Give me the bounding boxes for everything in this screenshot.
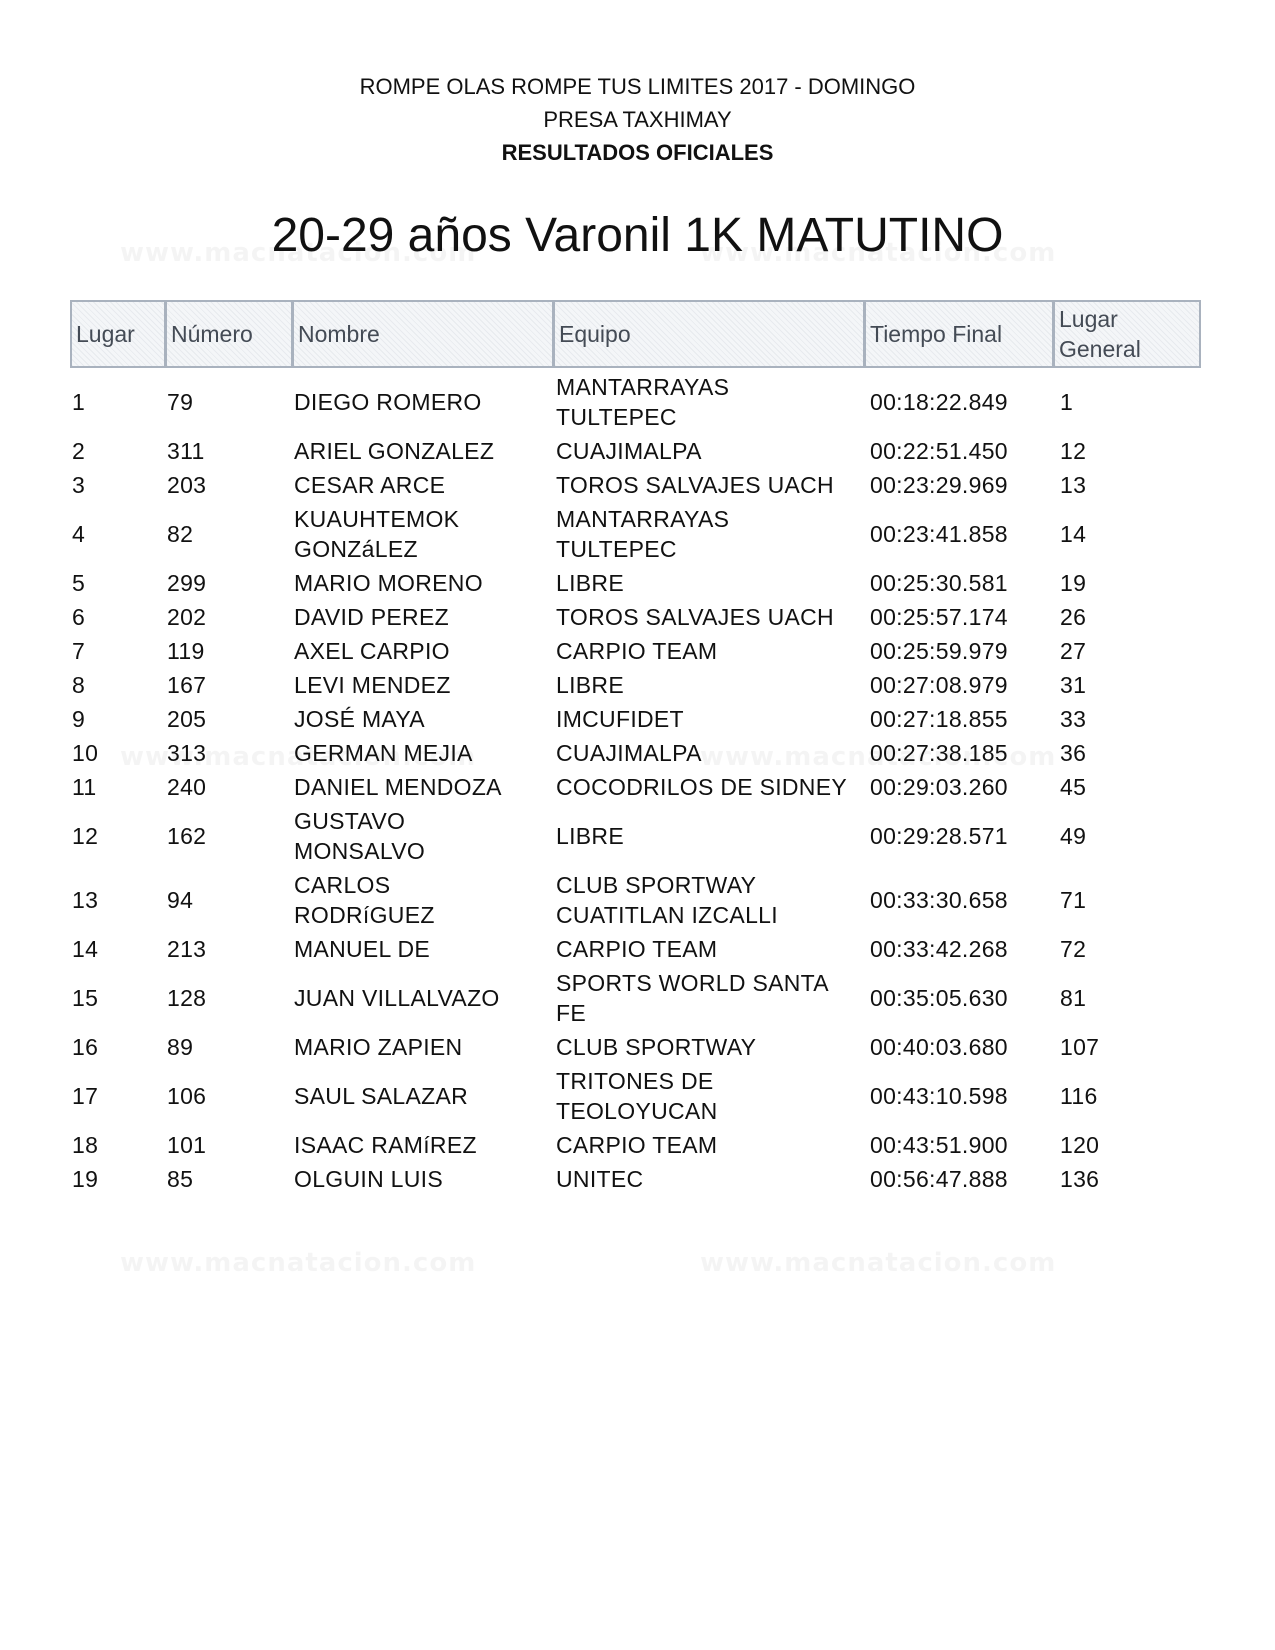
cell-lugar-general: 36 (1060, 740, 1087, 766)
cell-equipo: IMCUFIDET (556, 706, 684, 732)
table-row (70, 668, 1210, 702)
cell-tiempo: 00:23:29.969 (870, 472, 1008, 498)
cell-tiempo: 00:27:38.185 (870, 740, 1008, 766)
cell-lugar-general: 72 (1060, 936, 1087, 962)
cell-tiempo: 00:33:30.658 (870, 887, 1008, 913)
cell-tiempo: 00:35:05.630 (870, 985, 1008, 1011)
cell-tiempo: 00:25:59.979 (870, 638, 1008, 664)
table-row (70, 1030, 1210, 1064)
cell-equipo: MANTARRAYAS TULTEPEC (556, 374, 730, 430)
cell-tiempo: 00:27:18.855 (870, 706, 1008, 732)
cell-numero: 202 (167, 604, 207, 630)
col-header-nombre-label: Nombre (298, 321, 380, 347)
cell-equipo: CUAJIMALPA (556, 438, 702, 464)
cell-lugar: 14 (72, 936, 99, 962)
cell-nombre: MARIO MORENO (294, 570, 483, 596)
cell-numero: 128 (167, 985, 207, 1011)
watermark (120, 1248, 476, 1278)
cell-numero: 101 (167, 1132, 207, 1158)
cell-numero: 213 (167, 936, 207, 962)
cell-nombre: KUAUHTEMOK GONZáLEZ (294, 506, 460, 562)
cell-numero: 85 (167, 1166, 194, 1192)
cell-lugar-general: 116 (1060, 1083, 1098, 1109)
cell-lugar-general: 107 (1060, 1034, 1100, 1060)
col-header-equipo (553, 300, 865, 368)
cell-tiempo: 00:22:51.450 (870, 438, 1008, 464)
col-header-numero (165, 300, 293, 368)
cell-lugar-general: 27 (1060, 638, 1087, 664)
col-header-lugar (70, 300, 166, 368)
event-venue: PRESA TAXHIMAY (543, 107, 732, 132)
cell-lugar: 4 (72, 521, 86, 547)
cell-nombre: DIEGO ROMERO (294, 389, 482, 415)
table-row (70, 468, 1210, 502)
cell-lugar: 19 (72, 1166, 99, 1192)
cell-lugar-general: 1 (1060, 389, 1074, 415)
cell-lugar-general: 81 (1060, 985, 1087, 1011)
cell-lugar: 15 (72, 985, 99, 1011)
cell-equipo: SPORTS WORLD SANTA FE (556, 970, 828, 1026)
cell-lugar-general: 12 (1060, 438, 1087, 464)
col-header-lugar-general (1053, 300, 1201, 368)
cell-lugar: 12 (72, 823, 99, 849)
cell-equipo: TRITONES DE TEOLOYUCAN (556, 1068, 718, 1124)
table-row (70, 634, 1210, 668)
cell-numero: 203 (167, 472, 207, 498)
cell-nombre: GERMAN MEJIA (294, 740, 473, 766)
table-row (70, 702, 1210, 736)
cell-equipo: LIBRE (556, 672, 624, 698)
table-row (70, 804, 1210, 868)
table-row (70, 566, 1210, 600)
cell-lugar: 18 (72, 1132, 99, 1158)
cell-lugar: 10 (72, 740, 99, 766)
col-header-tiempo-final (864, 300, 1054, 368)
cell-numero: 106 (167, 1083, 207, 1109)
cell-lugar: 3 (72, 472, 86, 498)
cell-nombre: CARLOS RODRíGUEZ (294, 872, 435, 928)
cell-lugar-general: 31 (1060, 672, 1087, 698)
cell-equipo: CARPIO TEAM (556, 638, 718, 664)
cell-lugar-general: 136 (1060, 1166, 1100, 1192)
cell-tiempo: 00:56:47.888 (870, 1166, 1008, 1192)
cell-nombre: CESAR ARCE (294, 472, 446, 498)
cell-lugar: 2 (72, 438, 86, 464)
col-header-numero-label: Número (171, 321, 253, 347)
col-header-tiempo-final-label: Tiempo Final (870, 321, 1003, 347)
cell-equipo: COCODRILOS DE SIDNEY (556, 774, 847, 800)
cell-lugar: 9 (72, 706, 86, 732)
cell-lugar: 13 (72, 887, 99, 913)
cell-numero: 299 (167, 570, 207, 596)
cell-numero: 167 (167, 672, 207, 698)
cell-tiempo: 00:25:57.174 (870, 604, 1008, 630)
cell-numero: 311 (167, 438, 205, 464)
cell-equipo: UNITEC (556, 1166, 644, 1192)
cell-lugar-general: 13 (1060, 472, 1087, 498)
col-header-lugar-label: Lugar (76, 321, 135, 347)
cell-lugar: 1 (72, 389, 86, 415)
cell-nombre: JOSÉ MAYA (294, 706, 425, 732)
cell-nombre: MANUEL DE (294, 936, 431, 962)
cell-equipo: CARPIO TEAM (556, 936, 718, 962)
table-row (70, 502, 1210, 566)
cell-tiempo: 00:40:03.680 (870, 1034, 1008, 1060)
table-row (70, 770, 1210, 804)
cell-nombre: GUSTAVO MONSALVO (294, 808, 426, 864)
table-row (70, 1064, 1210, 1128)
cell-lugar-general: 71 (1060, 887, 1087, 913)
cell-numero: 119 (167, 638, 205, 664)
cell-nombre: AXEL CARPIO (294, 638, 450, 664)
cell-tiempo: 00:23:41.858 (870, 521, 1008, 547)
cell-nombre: DANIEL MENDOZA (294, 774, 502, 800)
cell-nombre: SAUL SALAZAR (294, 1083, 469, 1109)
cell-equipo: CLUB SPORTWAY (556, 1034, 757, 1060)
cell-nombre: LEVI MENDEZ (294, 672, 451, 698)
cell-equipo: LIBRE (556, 570, 624, 596)
results-heading: RESULTADOS OFICIALES (501, 140, 774, 165)
cell-equipo: CUAJIMALPA (556, 740, 702, 766)
cell-lugar: 8 (72, 672, 86, 698)
cell-nombre: DAVID PEREZ (294, 604, 449, 630)
cell-tiempo: 00:33:42.268 (870, 936, 1008, 962)
cell-nombre: ISAAC RAMíREZ (294, 1132, 477, 1158)
cell-lugar: 6 (72, 604, 86, 630)
cell-nombre: JUAN VILLALVAZO (294, 985, 500, 1011)
cell-lugar-general: 26 (1060, 604, 1087, 630)
cell-numero: 82 (167, 521, 194, 547)
cell-numero: 94 (167, 887, 194, 913)
table-row (70, 600, 1210, 634)
table-row (70, 370, 1210, 434)
cell-nombre: MARIO ZAPIEN (294, 1034, 463, 1060)
col-header-nombre (292, 300, 554, 368)
table-row (70, 1128, 1210, 1162)
cell-lugar-general: 49 (1060, 823, 1087, 849)
cell-lugar: 5 (72, 570, 86, 596)
cell-lugar-general: 120 (1060, 1132, 1100, 1158)
table-row (70, 868, 1210, 932)
cell-tiempo: 00:27:08.979 (870, 672, 1008, 698)
cell-lugar: 7 (72, 638, 86, 664)
cell-equipo: TOROS SALVAJES UACH (556, 472, 834, 498)
cell-equipo: LIBRE (556, 823, 624, 849)
col-header-equipo-label: Equipo (559, 321, 631, 347)
table-row (70, 736, 1210, 770)
cell-lugar-general: 19 (1060, 570, 1087, 596)
cell-tiempo: 00:43:51.900 (870, 1132, 1008, 1158)
cell-numero: 162 (167, 823, 207, 849)
cell-nombre: OLGUIN LUIS (294, 1166, 444, 1192)
cell-lugar-general: 45 (1060, 774, 1087, 800)
category-title: 20-29 años Varonil 1K MATUTINO (271, 209, 1004, 262)
event-title: ROMPE OLAS ROMPE TUS LIMITES 2017 - DOMINGO (359, 74, 916, 99)
table-row (70, 966, 1210, 1030)
cell-numero: 79 (167, 389, 194, 415)
table-row (70, 932, 1210, 966)
results-table-body (70, 370, 1210, 1196)
cell-lugar-general: 14 (1060, 521, 1087, 547)
table-row (70, 1162, 1210, 1196)
cell-lugar: 16 (72, 1034, 99, 1060)
watermark (700, 1248, 1056, 1278)
cell-tiempo: 00:43:10.598 (870, 1083, 1008, 1109)
col-header-lugar-general-label: Lugar General (1059, 306, 1141, 362)
cell-equipo: CARPIO TEAM (556, 1132, 718, 1158)
cell-equipo: CLUB SPORTWAY CUATITLAN IZCALLI (556, 872, 778, 928)
cell-lugar: 11 (72, 774, 97, 800)
cell-numero: 240 (167, 774, 207, 800)
cell-lugar: 17 (72, 1083, 99, 1109)
cell-equipo: MANTARRAYAS TULTEPEC (556, 506, 730, 562)
cell-numero: 205 (167, 706, 207, 732)
cell-equipo: TOROS SALVAJES UACH (556, 604, 834, 630)
table-row (70, 434, 1210, 468)
cell-tiempo: 00:25:30.581 (870, 570, 1008, 596)
cell-numero: 89 (167, 1034, 194, 1060)
cell-lugar-general: 33 (1060, 706, 1087, 732)
cell-tiempo: 00:18:22.849 (870, 389, 1008, 415)
cell-tiempo: 00:29:28.571 (870, 823, 1008, 849)
cell-tiempo: 00:29:03.260 (870, 774, 1008, 800)
cell-numero: 313 (167, 740, 207, 766)
cell-nombre: ARIEL GONZALEZ (294, 438, 495, 464)
